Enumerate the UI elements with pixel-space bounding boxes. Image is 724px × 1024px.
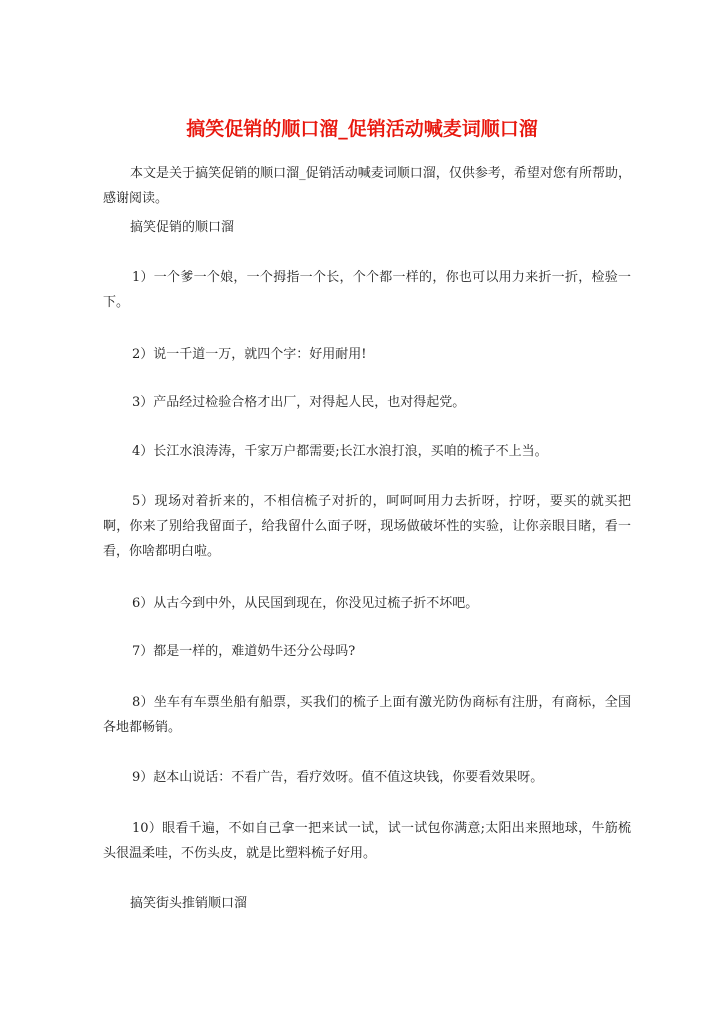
list-item-10: 10）眼看千遍，不如自己拿一把来试一试，试一试包你满意;太阳出来照地球，牛筋梳头很温柔哇，不伤头皮，就是比塑料梳子好用。: [103, 821, 631, 861]
list-item-8: 8）坐车有车票坐船有船票，买我们的梳子上面有激光防伪商标有注册，有商标，全国各地都畅销。: [103, 695, 631, 735]
list-item-5: 5）现场对着折来的，不相信梳子对折的，呵呵呵用力去折呀，拧呀，要买的就买把啊，你来了别给我留面子，给我留什么面子呀，现场做破坏性的实验，让你亲眼目睹，看一看，你啥都明白啦。: [103, 494, 631, 559]
intro-paragraph: 本文是关于搞笑促销的顺口溜_促销活动喊麦词顺口溜，仅供参考，希望对您有所帮助，感谢阅读。: [103, 166, 631, 206]
page-title: 搞笑促销的顺口溜_促销活动喊麦词顺口溜: [186, 118, 538, 140]
list-item-7: 7）都是一样的，难道奶牛还分公母吗?: [132, 644, 356, 659]
list-item-9: 9）赵本山说话：不看广告，看疗效呀。值不值这块钱，你要看效果呀。: [132, 770, 544, 785]
list-item-3: 3）产品经过检验合格才出厂，对得起人民，也对得起党。: [132, 395, 466, 410]
section-heading-2: 搞笑街头推销顺口溜: [130, 896, 248, 911]
list-item-4: 4）长江水浪涛涛，千家万户都需要;长江水浪打浪，买咱的梳子不上当。: [132, 444, 548, 459]
list-item-6: 6）从古今到中外，从民国到现在，你没见过梳子折不坏吧。: [132, 596, 479, 611]
list-item-1: 1）一个爹一个娘，一个拇指一个长，个个都一样的，你也可以用力来折一折，检验一下。: [103, 270, 631, 310]
section-heading: 搞笑促销的顺口溜: [130, 220, 235, 235]
list-item-2: 2）说一千道一万，就四个字：好用耐用!: [132, 347, 367, 362]
